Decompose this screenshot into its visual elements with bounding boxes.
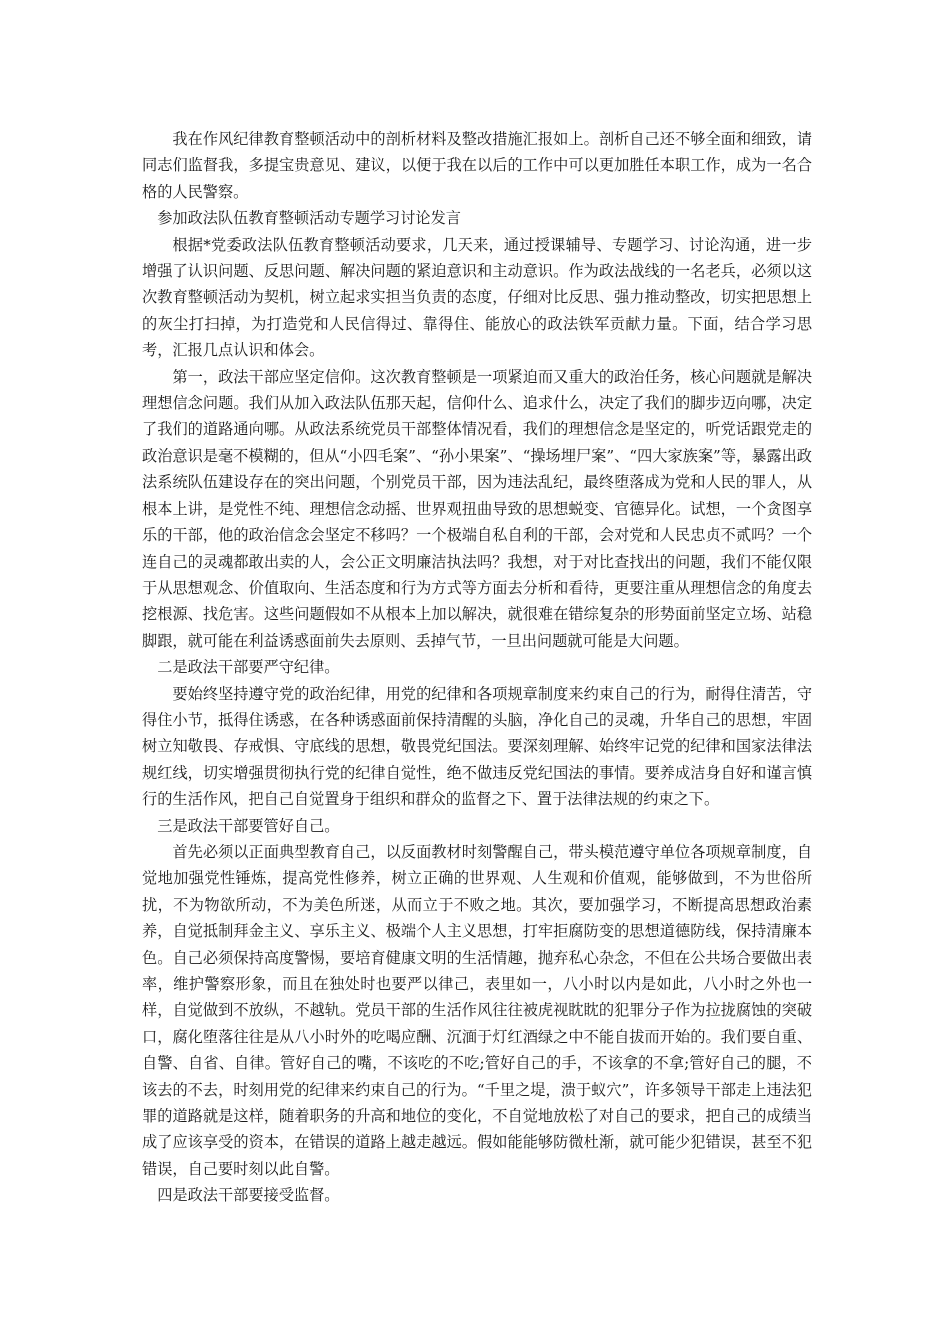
- point-three-paragraph: 首先必须以正面典型教育自己，以反面教材时刻警醒自己，带头模范遵守单位各项规章制度，自觉地加强党性锤炼，提高党性修养，树立正确的世界观、人生观和价值观，能够做到，不为世俗所扰，不为物欲所动，不为美色所迷，从而立于不败之地。其次，要加强学习，不断提高思想政治素养，自觉抵制拜金主义、享乐主义、极端个人主义思想，打牢拒腐防变的思想道德防线，保持清廉本色。自己必须保持高度警惕，要培育健康文明的生活情趣，抛弃私心杂念，不但在公共场合要做出表率，维护警察形象，而且在独处时也要严以律己，表里如一，八小时以内是如此，八小时之外也一样，自觉做到不放纵，不越轨。党员干部的生活作风往往被虎视眈眈的犯罪分子作为拉拢腐蚀的突破口，腐化堕落往往是从八小时外的吃喝应酬、沉湎于灯红酒绿之中不能自拔而开始的。我们要自重、自警、自省、自律。管好自己的嘴，不该吃的不吃;管好自己的手，不该拿的不拿;管好自己的腿，不该去的不去，时刻用党的纪律来约束自己的行为。“千里之堤，溃于蚁穴”，许多领导干部走上违法犯罪的道路就是这样，随着职务的升高和地位的变化，不自觉地放松了对自己的要求，把自己的成绩当成了应该享受的资本，在错误的道路上越走越远。假如能能够防微杜渐，就可能少犯错误，甚至不犯错误，自己要时刻以此自警。: [142, 842, 812, 1178]
- speech-title: 参加政法队伍教育整顿活动专题学习讨论发言: [157, 209, 461, 228]
- document-body: [142, 126, 812, 1209]
- point-three-heading: 三是政法干部要管好自己。: [157, 816, 340, 835]
- intro-paragraph: 我在作风纪律教育整顿活动中的剖析材料及整改措施汇报如上。剖析自己还不够全面和细致，请同志们监督我，多提宝贵意见、建议，以便于我在以后的工作中可以更加胜任本职工作，成为一名合格的人民警察。: [142, 130, 812, 201]
- point-two-heading: 二是政法干部要严守纪律。: [157, 658, 340, 677]
- point-four-heading: 四是政法干部要接受监督。: [157, 1186, 340, 1205]
- opening-paragraph: 根据*党委政法队伍教育整顿活动要求，几天来，通过授课辅导、专题学习、讨论沟通，进一步增强了认识问题、反思问题、解决问题的紧迫意识和主动意识。作为政法战线的一名老兵，必须以这次教育整顿活动为契机，树立起求实担当负责的态度，仔细对比反思、强力推动整改，切实把思想上的灰尘打扫掉，为打造党和人民信得过、靠得住、能放心的政法铁军贡献力量。下面，结合学习思考，汇报几点认识和体会。: [142, 235, 812, 360]
- point-two-paragraph: 要始终坚持遵守党的政治纪律，用党的纪律和各项规章制度来约束自己的行为，耐得住清苦，守得住小节，抵得住诱惑，在各种诱惑面前保持清醒的头脑，净化自己的灵魂，升华自己的思想，牢固树立知敬畏、存戒惧、守底线的思想，敬畏党纪国法。要深刻理解、始终牢记党的纪律和国家法律法规红线，切实增强贯彻执行党的纪律自觉性，绝不做违反党纪国法的事情。要养成洁身自好和谨言慎行的生活作风，把自己自觉置身于组织和群众的监督之下、置于法律法规的约束之下。: [142, 684, 812, 809]
- point-one-paragraph: 第一，政法干部应坚定信仰。这次教育整顿是一项紧迫而又重大的政治任务，核心问题就是解决理想信念问题。我们从加入政法队伍那天起，信仰什么、追求什么，决定了我们的脚步迈向哪，决定了我们的道路通向哪。从政法系统党员干部整体情况看，我们的理想信念是坚定的，听党话跟党走的政治意识是毫不模糊的，但从“小四毛案”、“孙小果案”、“操场埋尸案”、“四大家族案”等，暴露出政法系统队伍建设存在的突出问题，个别党员干部，因为违法乱纪，最终堕落成为党和人民的罪人，从根本上讲，是党性不纯、理想信念动摇、世界观扭曲导致的思想蜕变、官德异化。试想，一个贪图享乐的干部，他的政治信念会坚定不移吗？一个极端自私自利的干部，会对党和人民忠贞不贰吗？一个连自己的灵魂都敢出卖的人，会公正文明廉洁执法吗？我想，对于对比查找出的问题，我们不能仅限于从思想观念、价值取向、生活态度和行为方式等方面去分析和看待，更要注重从理想信念的角度去挖根源、找危害。这些问题假如不从根本上加以解决，就很难在错综复杂的形势面前坚定立场、站稳脚跟，就可能在利益诱惑面前失去原则、丢掉气节，一旦出问题就可能是大问题。: [142, 367, 812, 650]
